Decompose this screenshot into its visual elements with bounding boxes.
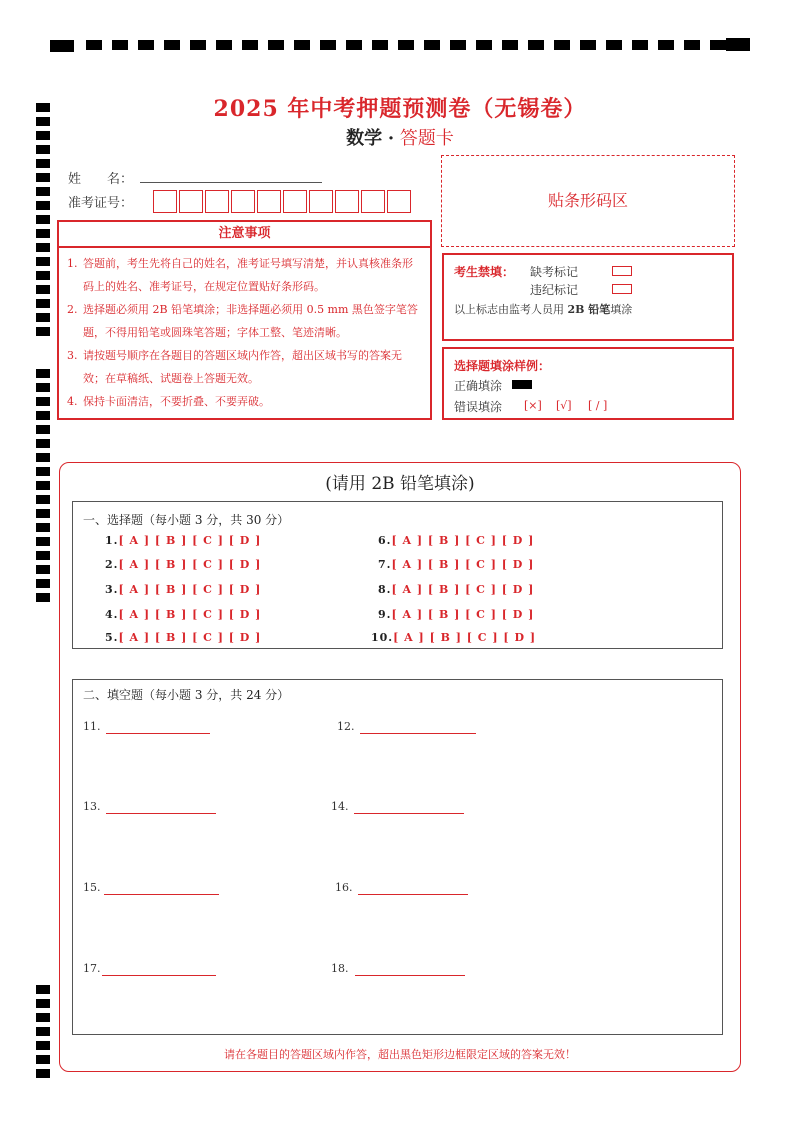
exam-id-cell[interactable] [283,190,307,213]
question-number: 4. [105,608,119,621]
question-number: 5. [105,631,119,644]
blank-answer-line[interactable] [106,812,216,814]
answer-options[interactable]: [ A ] [ B ] [ C ] [ D ] [391,558,535,571]
answer-options[interactable]: [ A ] [ B ] [ C ] [ D ] [118,558,262,571]
notice-item [67,252,422,298]
question-number: 9. [378,608,392,621]
notice-text: 选择题必须用 2B 铅笔填涂；非选择题必须用 0.5 mm 黑色签字笔答题，不得用铅笔或圆珠笔答题；字体工整、笔迹清晰。 [83,303,418,339]
exam-id-cell[interactable] [257,190,281,213]
subject-label: 数学 [346,128,383,149]
proctor-only-label: 考生禁填： [454,265,515,279]
fill-sample-box [442,347,734,420]
answer-options[interactable]: [ A ] [ B ] [ C ] [ D ] [118,608,262,621]
notice-item [67,298,422,344]
blank-number: 11. [83,720,101,733]
violation-mark-label: 违纪标记 [530,283,579,297]
question-row[interactable] [105,631,261,644]
wrong-fill-label: 错误填涂 [454,400,503,414]
absent-mark-box[interactable] [612,266,632,276]
fill-sample-heading: 选择题填涂样例： [454,359,551,373]
barcode-area[interactable] [441,155,735,247]
blank-number: 14. [331,800,349,813]
notice-heading: 注意事项 [59,222,430,248]
exam-id-cell[interactable] [361,190,385,213]
name-field[interactable] [140,168,322,183]
exam-id-label: 准考证号： [68,196,134,211]
choice-section [72,501,723,649]
exam-id-cell[interactable] [387,190,411,213]
correct-fill-label: 正确填涂 [454,379,503,393]
notice-num: 1. [67,257,78,270]
blank-number: 12. [337,720,355,733]
blank-section [72,679,723,1035]
blank-answer-line[interactable] [102,974,216,976]
exam-id-cell[interactable] [309,190,333,213]
question-number: 7. [378,558,392,571]
exam-id-cell[interactable] [205,190,229,213]
blank-answer-line[interactable] [360,732,476,734]
question-number: 8. [378,583,392,596]
question-row[interactable] [378,608,534,621]
proctor-note-text: 以上标志由监考人员用 [454,303,568,316]
notice-text: 请按题号顺序在各题目的答题区域内作答，超出区域书写的答案无效；在草稿纸、试题卷上答题无效。 [83,349,402,385]
answer-options[interactable]: [ A ] [ B ] [ C ] [ D ] [118,631,262,644]
exam-id-boxes[interactable] [153,190,413,213]
answer-card-label: 答题卡 [399,128,454,149]
blank-answer-line[interactable] [358,893,468,895]
answer-area-warning: 请在各题目的答题区域内作答，超出黑色矩形边框限定区域的答案无效！ [224,1048,576,1061]
subtitle-dot: · [387,128,395,149]
proctor-note [454,301,632,317]
page-title: 2025 年中考押题预测卷（无锡卷） [213,96,587,122]
question-row[interactable] [105,583,261,596]
notice-num: 3. [67,349,78,362]
blank-number: 16. [335,881,353,894]
correct-fill-sample [512,380,532,389]
blank-answer-line[interactable] [106,732,210,734]
choice-section-title: 一、选择题（每小题 3 分，共 30 分） [83,513,290,527]
question-row[interactable] [378,558,534,571]
notice-item [67,344,422,390]
exam-id-cell[interactable] [231,190,255,213]
notice-list [59,248,430,413]
exam-id-cell[interactable] [335,190,359,213]
wrong-mark-check: [√] [556,399,572,412]
proctor-only-box [442,253,734,341]
notice-box [57,220,432,420]
violation-mark-box[interactable] [612,284,632,294]
question-row[interactable] [371,631,536,644]
barcode-label: 贴条形码区 [547,191,628,210]
proctor-note-tail: 填涂 [610,303,633,316]
blank-answer-line[interactable] [354,812,464,814]
question-row[interactable] [105,558,261,571]
question-row[interactable] [105,534,261,547]
question-row[interactable] [378,583,534,596]
answer-options[interactable]: [ A ] [ B ] [ C ] [ D ] [393,631,537,644]
question-row[interactable] [105,608,261,621]
blank-number: 18. [331,962,349,975]
blank-answer-line[interactable] [355,974,465,976]
pencil-instruction: (请用 2B 铅笔填涂) [325,474,475,494]
question-number: 3. [105,583,119,596]
notice-num: 2. [67,303,78,316]
answer-options[interactable]: [ A ] [ B ] [ C ] [ D ] [118,534,262,547]
proctor-note-bold: 2B 铅笔 [567,303,611,316]
question-number: 6. [378,534,392,547]
notice-text: 答题前，考生先将自己的姓名，准考证号填写清楚，并认真核准条形码上的姓名、准考证号，在规定位置贴好条形码。 [83,257,413,293]
exam-id-cell[interactable] [179,190,203,213]
question-number: 2. [105,558,119,571]
answer-options[interactable]: [ A ] [ B ] [ C ] [ D ] [391,583,535,596]
notice-num: 4. [67,395,78,408]
wrong-mark-x: [×] [524,399,542,412]
answer-options[interactable]: [ A ] [ B ] [ C ] [ D ] [118,583,262,596]
question-row[interactable] [378,534,534,547]
page-subtitle [0,124,800,150]
notice-text: 保持卡面清洁，不要折叠、不要弄破。 [83,395,270,408]
blank-section-title: 二、填空题（每小题 3 分，共 24 分） [83,688,290,702]
absent-mark-label: 缺考标记 [530,265,579,279]
notice-item [67,390,422,413]
question-number: 10. [371,631,394,644]
blank-number: 13. [83,800,101,813]
question-number: 1. [105,534,119,547]
blank-number: 15. [83,881,101,894]
exam-id-cell[interactable] [153,190,177,213]
blank-number: 17. [83,962,101,975]
wrong-mark-slash: [ / ] [588,399,608,412]
blank-answer-line[interactable] [104,893,219,895]
answer-options[interactable]: [ A ] [ B ] [ C ] [ D ] [391,534,535,547]
answer-options[interactable]: [ A ] [ B ] [ C ] [ D ] [391,608,535,621]
name-label: 姓 名： [68,172,134,187]
